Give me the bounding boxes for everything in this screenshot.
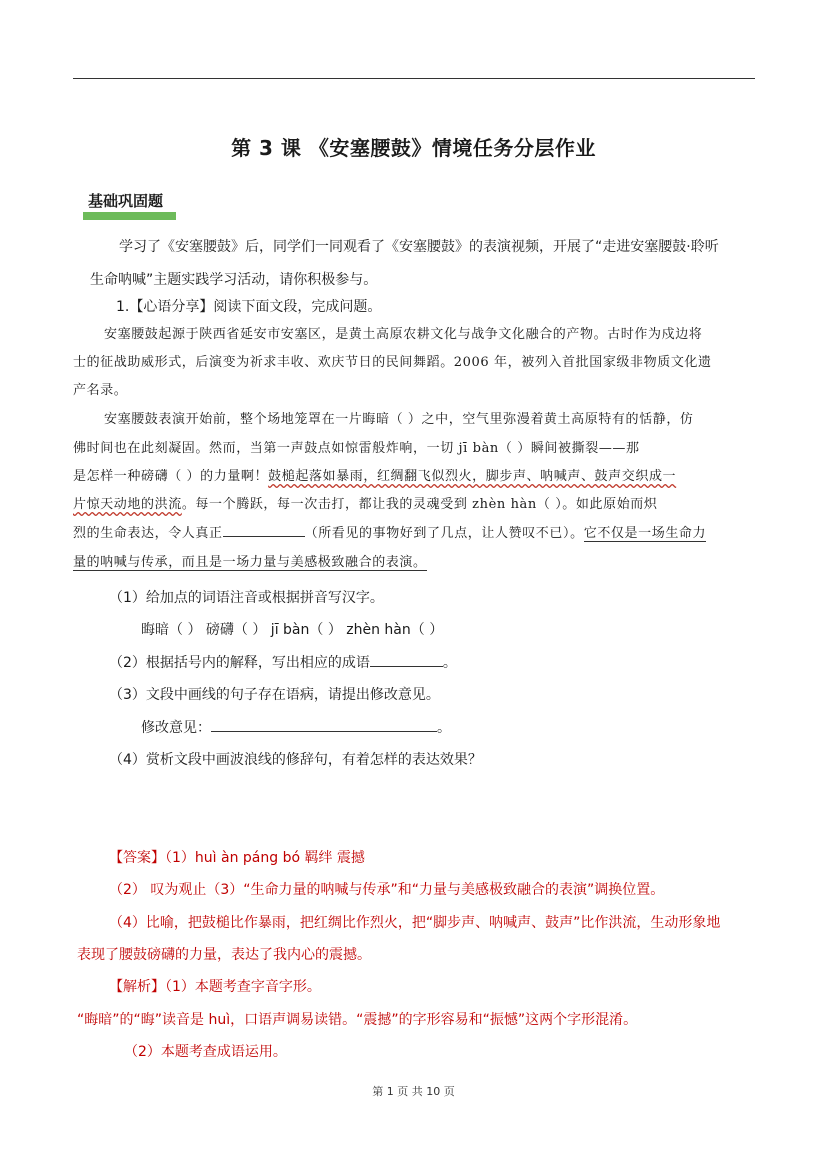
passage-p1-line-2: 士的征战助威形式，后演变为祈求丰收、欢庆节日的民间舞蹈。2006 年，被列入首批国家级非物质文化遗	[73, 355, 712, 370]
subquestion-4: （4）赏析文段中画波浪线的修辞句，有着怎样的表达效果？	[109, 752, 482, 768]
wavy-sentence-part-1: 鼓槌起落如暴雨，红绸翻飞似烈火，脚步声、呐喊声、鼓声交织成一	[268, 469, 677, 484]
intro-line-1: 学习了《安塞腰鼓》后，同学们一同观看了《安塞腰鼓》的表演视频，开展了“走进安塞腰鼓·聆听	[119, 239, 719, 255]
wavy-sentence-part-2: 片惊天动地的洪流	[73, 497, 182, 512]
answer-line-2: （2） 叹为观止（3）“生命力量的呐喊与传承”和“力量与美感极致融合的表演”调换位置。	[109, 882, 665, 898]
answer-line-1: 【答案】（1）huì àn páng bó 羁绊 震撼	[109, 850, 365, 866]
subquestion-3-label: 修改意见：	[141, 720, 211, 736]
intro-line-2: 生命呐喊”主题实践学习活动，请你积极参与。	[90, 272, 378, 288]
section-heading: 基础巩固题	[88, 192, 164, 210]
underlined-sentence-part-2: 量的呐喊与传承，而且是一场力量与美感极致融合的表演。	[73, 555, 427, 570]
answer-line-4: 表现了腰鼓磅礴的力量，表达了我内心的震撼。	[77, 947, 371, 963]
underlined-sentence-part-1: 它不仅是一场生命力	[583, 526, 707, 541]
passage-p2-line-5	[73, 524, 706, 544]
section-heading-bar	[83, 212, 176, 220]
passage-p2-line-5-hint: （所看见的事物好到了几点，让人赞叹不已）。	[304, 526, 584, 541]
page-title: 第 3 课 《安塞腰鼓》情境任务分层作业	[231, 136, 596, 160]
header-rule	[73, 78, 755, 79]
subquestion-2-blank	[370, 666, 443, 667]
passage-p2-line-2: 佛时间也在此刻凝固。然而，当第一声鼓点如惊雷般炸响，一切 jī bàn（ ）瞬间被撕裂——那	[73, 441, 640, 456]
answer-line-3: （4）比喻，把鼓槌比作暴雨，把红绸比作烈火，把“脚步声、呐喊声、鼓声”比作洪流，生动形象地	[109, 915, 721, 931]
passage-p1-line-1: 安塞腰鼓起源于陕西省延安市安塞区，是黄土高原农耕文化与战争文化融合的产物。古时作为戍边将	[104, 327, 703, 342]
passage-p2-line-6	[73, 553, 427, 573]
passage-p2-line-3	[73, 467, 676, 487]
passage-p2-line-5-text: 烈的生命表达，令人真正	[73, 526, 223, 541]
subquestion-1: （1）给加点的词语注音或根据拼音写汉字。	[109, 590, 384, 606]
idiom-blank	[223, 536, 305, 537]
subquestion-2	[109, 653, 457, 673]
subquestion-3-end: 。	[437, 720, 451, 736]
subquestion-3: （3）文段中画线的句子存在语病，请提出修改意见。	[109, 687, 440, 703]
page-footer: 第 1 页 共 10 页	[372, 1085, 455, 1098]
passage-p2-line-4-text: 。每一个腾跃，每一次击打，都让我的灵魂受到 zhèn hàn（ ）。如此原始而炽	[181, 497, 658, 512]
subquestion-3-blank	[211, 731, 437, 732]
question-1-label: 1.【心语分享】阅读下面文段，完成问题。	[116, 299, 382, 315]
subquestion-3-answer-line	[141, 718, 451, 738]
analysis-line-3: （2）本题考查成语运用。	[124, 1044, 287, 1060]
passage-p1-line-3: 产名录。	[73, 383, 128, 398]
passage-p2-line-4	[73, 495, 658, 515]
analysis-line-1: 【解析】（1）本题考查字音字形。	[109, 979, 321, 995]
subquestion-1-items: 晦暗（ ） 磅礴（ ） jī bàn（ ） zhèn hàn（ ）	[141, 622, 444, 638]
analysis-line-2: “晦暗”的“晦”读音是 huì，口语声调易读错。“震撼”的字形容易和“振憾”这两个字形混淆。	[77, 1012, 638, 1028]
subquestion-2-text: （2）根据括号内的解释，写出相应的成语	[109, 655, 370, 671]
passage-p2-line-3-text: 是怎样一种磅礴（ ）的力量啊！	[73, 469, 269, 484]
subquestion-2-end: 。	[442, 655, 457, 671]
passage-p2-line-1: 安塞腰鼓表演开始前，整个场地笼罩在一片晦暗（ ）之中，空气里弥漫着黄土高原特有的恬静，仿	[104, 412, 694, 427]
